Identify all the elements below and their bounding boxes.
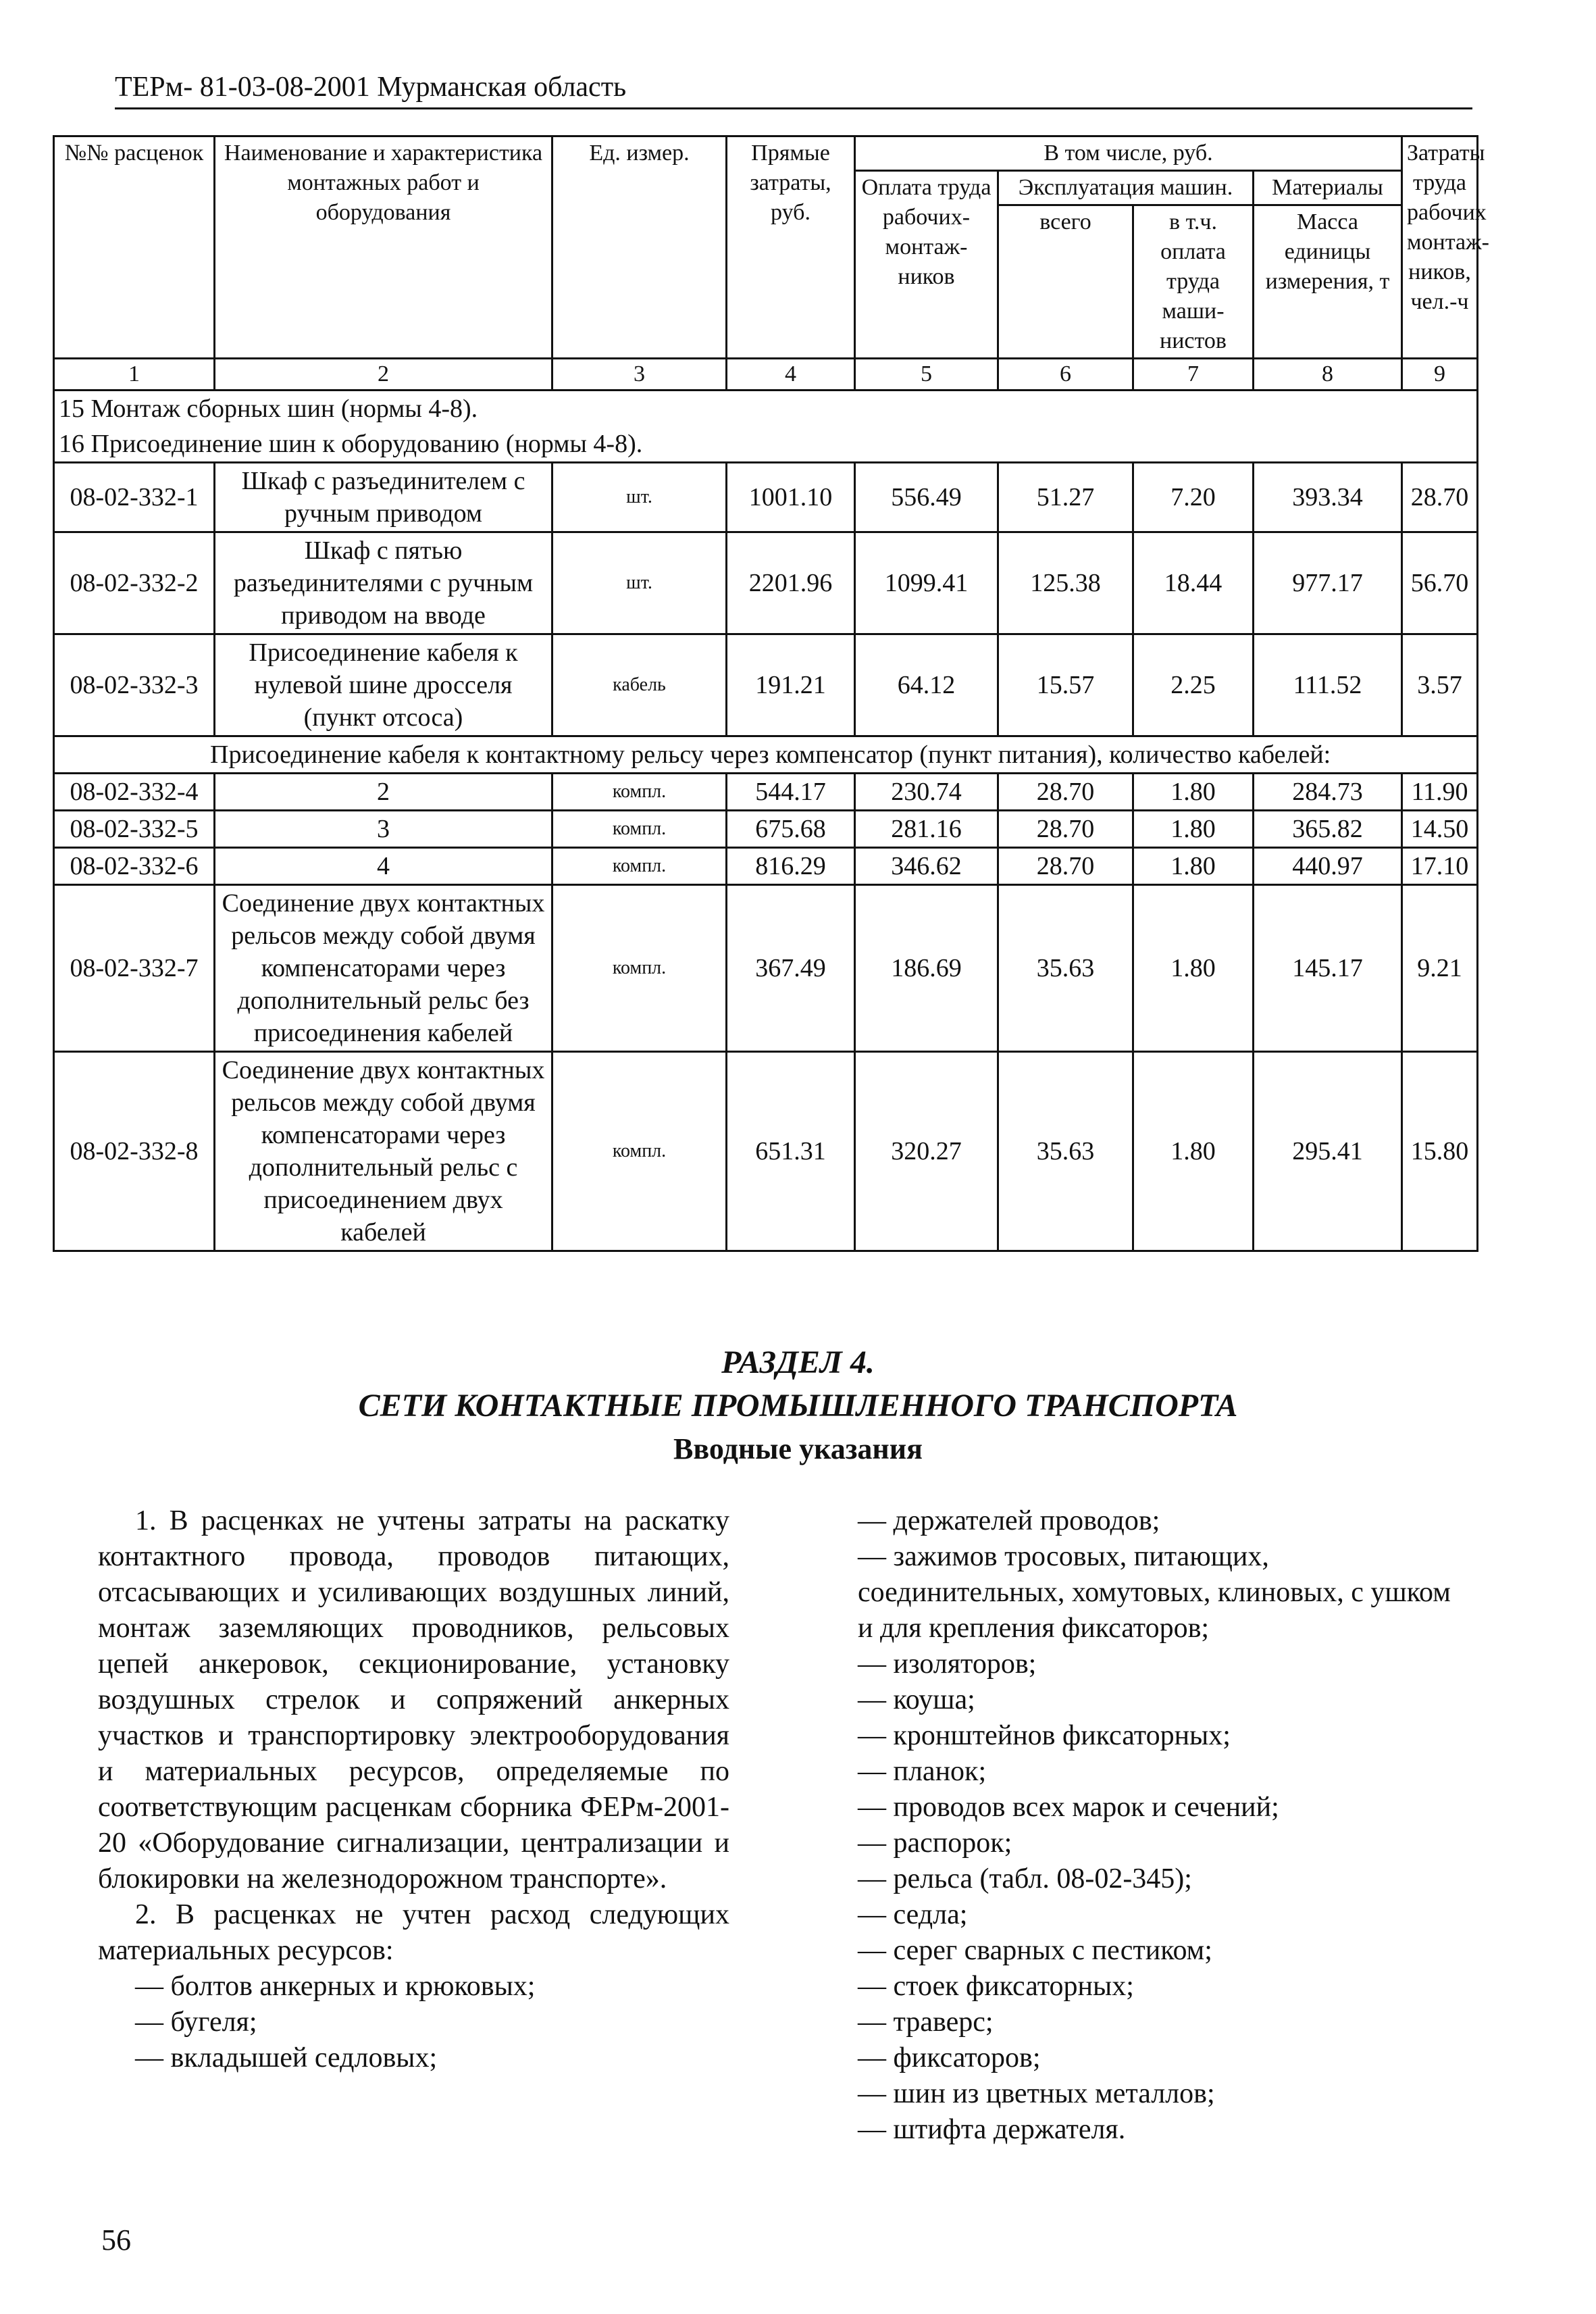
cell-code: 08-02-332-7 [54, 885, 215, 1052]
table-row [54, 848, 1478, 885]
list-item: — штифта держателя. [858, 2114, 1126, 2145]
cell-name: 2 [215, 774, 552, 811]
cell-code: 08-02-332-8 [54, 1052, 215, 1251]
cell-labor: 346.62 [855, 848, 998, 885]
cell-machines: 35.63 [998, 885, 1133, 1052]
cell-labor-hours: 28.70 [1402, 463, 1478, 532]
list-item: — траверс; [858, 2007, 994, 2038]
cell-materials: 145.17 [1254, 885, 1402, 1052]
hdr-labor-hours: Затраты труда рабочих монтаж-ников, чел.-ч [1402, 136, 1478, 359]
cell-labor: 230.74 [855, 774, 998, 811]
column-number: 9 [1402, 359, 1478, 391]
hdr-materials: Материалы [1254, 171, 1402, 205]
hdr-machines-labor: в т.ч. оплата труда маши-нистов [1133, 205, 1254, 359]
cell-unit: компл. [552, 885, 727, 1052]
cell-machines-labor: 1.80 [1133, 848, 1254, 885]
list-item: — фиксаторов; [858, 2042, 1041, 2073]
hdr-unit: Ед. измер. [552, 136, 727, 359]
cell-materials: 295.41 [1254, 1052, 1402, 1251]
list-item: — серег сварных с пестиком; [858, 1935, 1212, 1966]
hdr-labor: Оплата труда рабочих-монтаж-ников [855, 171, 998, 359]
cell-name: 3 [215, 811, 552, 848]
cell-machines-labor: 7.20 [1133, 463, 1254, 532]
section-title [0, 1341, 1596, 1471]
cell-machines: 28.70 [998, 774, 1133, 811]
note-line: 16 Присоединение шин к оборудованию (нормы 4-8). [54, 426, 1478, 463]
table-row [54, 463, 1478, 532]
text-column-left [98, 1503, 729, 2076]
cell-labor-hours: 15.80 [1402, 1052, 1478, 1251]
text-column-right [821, 1503, 1459, 2148]
cell-labor-hours: 17.10 [1402, 848, 1478, 885]
cell-direct: 675.68 [727, 811, 855, 848]
hdr-direct: Прямые затраты, руб. [727, 136, 855, 359]
list-item: — проводов всех марок и сечений; [858, 1792, 1279, 1823]
hdr-including: В том числе, руб. [855, 136, 1402, 171]
column-number: 4 [727, 359, 855, 391]
cell-labor-hours: 3.57 [1402, 634, 1478, 736]
materials-list-right [821, 1503, 1459, 2148]
hdr-code: №№ расценок [54, 136, 215, 359]
list-item: — бугеля; [135, 2007, 257, 2038]
cell-unit: кабель [552, 634, 727, 736]
cell-unit: компл. [552, 848, 727, 885]
column-number: 1 [54, 359, 215, 391]
cell-name: Соединение двух контактных рельсов между собой двумя компенсаторами через дополнительный рельс с присоединением двух кабелей [215, 1052, 552, 1251]
cell-machines-labor: 1.80 [1133, 774, 1254, 811]
list-item: — рельса (табл. 08-02-345); [858, 1863, 1192, 1894]
cell-labor: 320.27 [855, 1052, 998, 1251]
cell-unit: компл. [552, 774, 727, 811]
note-row [54, 426, 1478, 463]
paragraph-1: 1. В расценках не учтены затраты на раскатку контактного провода, проводов питающих, отсасывающих и усиливающих воздушных линий, монтаж заземляющих проводников, рельсовых цепей анкеровок, секционирование, установку воздушных стрелок и сопряжений анкерных участков и транспортировку электрооборудования и материальных ресурсов, определяемые по соответствующим расценкам сборника ФЕРм-2001-20 «Оборудование сигнализации, централизации и блокировки на железнодорожном транспорте». [98, 1505, 729, 1894]
list-item: — болтов анкерных и крюковых; [135, 1971, 536, 2002]
cell-code: 08-02-332-2 [54, 532, 215, 634]
cell-direct: 651.31 [727, 1052, 855, 1251]
cell-labor-hours: 9.21 [1402, 885, 1478, 1052]
cell-name: 4 [215, 848, 552, 885]
list-item: — коуша; [858, 1684, 975, 1715]
cell-name: Соединение двух контактных рельсов между собой двумя компенсаторами через дополнительный рельс без присоединения кабелей [215, 885, 552, 1052]
cell-unit: шт. [552, 463, 727, 532]
cell-materials: 111.52 [1254, 634, 1402, 736]
cell-machines: 35.63 [998, 1052, 1133, 1251]
list-item: — стоек фиксаторных; [858, 1971, 1134, 2002]
cell-labor-hours: 56.70 [1402, 532, 1478, 634]
list-item: — кронштейнов фиксаторных; [858, 1720, 1231, 1751]
note-row [54, 391, 1478, 427]
list-item: — планок; [858, 1756, 987, 1787]
column-number: 2 [215, 359, 552, 391]
cell-materials: 440.97 [1254, 848, 1402, 885]
table-row [54, 885, 1478, 1052]
column-number: 8 [1254, 359, 1402, 391]
cell-labor: 64.12 [855, 634, 998, 736]
cell-direct: 367.49 [727, 885, 855, 1052]
column-numbers [54, 359, 1478, 391]
column-number: 7 [1133, 359, 1254, 391]
cell-machines: 15.57 [998, 634, 1133, 736]
subheading-body [54, 736, 1478, 774]
list-item: — распорок; [858, 1828, 1012, 1859]
cell-unit: компл. [552, 811, 727, 848]
table-header [54, 136, 1489, 391]
hdr-name: Наименование и характеристика монтажных работ и оборудования [215, 136, 552, 359]
cell-labor: 281.16 [855, 811, 998, 848]
cell-materials: 284.73 [1254, 774, 1402, 811]
cell-machines-labor: 18.44 [1133, 532, 1254, 634]
cell-direct: 191.21 [727, 634, 855, 736]
cell-machines: 28.70 [998, 848, 1133, 885]
note-line: 15 Монтаж сборных шин (нормы 4-8). [54, 391, 1478, 427]
cell-labor-hours: 14.50 [1402, 811, 1478, 848]
cell-machines-labor: 1.80 [1133, 811, 1254, 848]
table-row [54, 1052, 1478, 1251]
list-item: — держателей проводов; [858, 1505, 1160, 1536]
cell-machines: 51.27 [998, 463, 1133, 532]
table-body-b [54, 774, 1478, 1251]
cell-unit: шт. [552, 532, 727, 634]
cell-code: 08-02-332-6 [54, 848, 215, 885]
section-name: СЕТИ КОНТАКТНЫЕ ПРОМЫШЛЕННОГО ТРАНСПОРТА [358, 1388, 1238, 1424]
subheading-row [54, 736, 1478, 774]
cell-name: Шкаф с пятью разъединителями с ручным приводом на вводе [215, 532, 552, 634]
list-item: — седла; [858, 1899, 968, 1930]
cell-labor: 556.49 [855, 463, 998, 532]
hdr-machines: Эксплуатация машин. [998, 171, 1254, 205]
page-number: 56 [101, 2223, 131, 2257]
running-header: ТЕРм- 81-03-08-2001 Мурманская область [115, 71, 1472, 109]
table-row [54, 811, 1478, 848]
hdr-machines-total: всего [998, 205, 1133, 359]
cell-materials: 977.17 [1254, 532, 1402, 634]
cell-labor: 186.69 [855, 885, 998, 1052]
table-body-a [54, 391, 1478, 736]
materials-list-left [98, 1969, 729, 2076]
cell-materials: 393.34 [1254, 463, 1402, 532]
cell-name: Присоединение кабеля к нулевой шине дросселя (пункт отсоса) [215, 634, 552, 736]
cell-labor: 1099.41 [855, 532, 998, 634]
cell-materials: 365.82 [1254, 811, 1402, 848]
section-subtitle: Вводные указания [673, 1432, 923, 1465]
cell-code: 08-02-332-3 [54, 634, 215, 736]
list-item: — вкладышей седловых; [135, 2042, 438, 2073]
cell-code: 08-02-332-4 [54, 774, 215, 811]
cell-direct: 816.29 [727, 848, 855, 885]
cell-machines: 28.70 [998, 811, 1133, 848]
section-number: РАЗДЕЛ 4. [721, 1344, 875, 1380]
hdr-mass: Масса единицы измерения, т [1254, 205, 1402, 359]
subheading: Присоединение кабеля к контактному рельсу через компенсатор (пункт питания), количество кабелей: [54, 736, 1478, 774]
cell-direct: 2201.96 [727, 532, 855, 634]
cell-direct: 544.17 [727, 774, 855, 811]
cell-unit: компл. [552, 1052, 727, 1251]
cell-machines: 125.38 [998, 532, 1133, 634]
cell-labor-hours: 11.90 [1402, 774, 1478, 811]
paragraph-2: 2. В расценках не учтен расход следующих материальных ресурсов: [98, 1899, 729, 1966]
cell-name: Шкаф с разъединителем с ручным приводом [215, 463, 552, 532]
table-row [54, 774, 1478, 811]
cell-machines-labor: 1.80 [1133, 1052, 1254, 1251]
cell-code: 08-02-332-1 [54, 463, 215, 532]
cell-direct: 1001.10 [727, 463, 855, 532]
cell-machines-labor: 1.80 [1133, 885, 1254, 1052]
column-number: 6 [998, 359, 1133, 391]
list-item: — шин из цветных металлов; [858, 2078, 1215, 2109]
column-number: 3 [552, 359, 727, 391]
table-row [54, 532, 1478, 634]
rates-table [53, 135, 1489, 1252]
column-number: 5 [855, 359, 998, 391]
list-item: — изоляторов; [858, 1649, 1037, 1680]
table-row [54, 634, 1478, 736]
list-item: — зажимов тросовых, питающих, соединительных, хомутовых, клиновых, с ушком и для крепления фиксаторов; [858, 1541, 1451, 1644]
cell-machines-labor: 2.25 [1133, 634, 1254, 736]
cell-code: 08-02-332-5 [54, 811, 215, 848]
